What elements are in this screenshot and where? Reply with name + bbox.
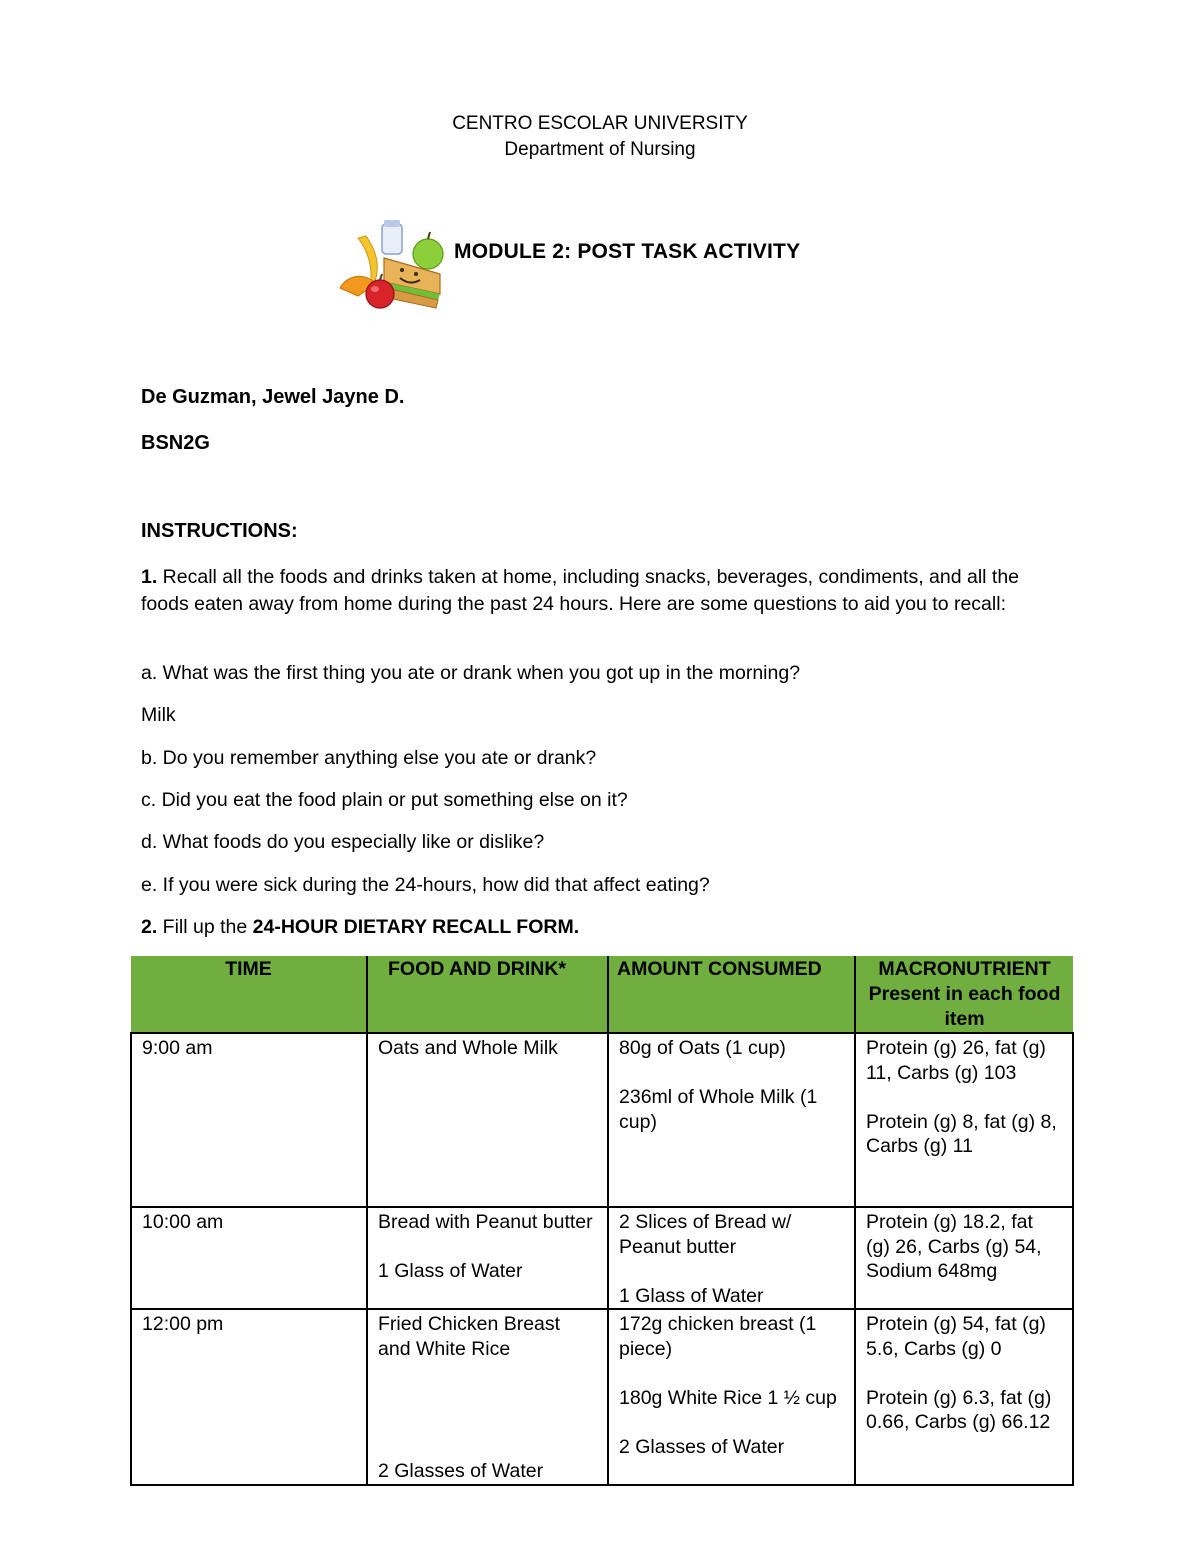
item-text: Fill up the — [157, 916, 253, 938]
table-row — [131, 1033, 1073, 1207]
food-value: 2 Glasses of Water — [378, 1460, 544, 1482]
instructions-heading: INSTRUCTIONS: — [141, 520, 298, 542]
food-value: Oats and Whole Milk — [378, 1037, 558, 1059]
table-header-row — [131, 956, 1073, 1033]
amount-value: 1 Glass of Water — [619, 1284, 764, 1307]
amount-value: 236ml of Whole Milk (1 cup) — [619, 1086, 818, 1133]
time-value: 12:00 pm — [142, 1313, 224, 1335]
instruction-item-1 — [141, 564, 1061, 618]
form-name: 24-HOUR DIETARY RECALL FORM. — [252, 916, 580, 938]
cell-time — [131, 1309, 367, 1485]
item-text: Recall all the foods and drinks taken at home, including snacks, beverages, condiments, and all the foods eaten away from home during the past 24 hours. Here are some questions to aid you to recall: — [141, 566, 1020, 615]
food-basket-icon — [336, 218, 448, 313]
item-number: 1. — [141, 566, 158, 588]
header-time: TIME — [131, 956, 367, 1033]
amount-value: 2 Glasses of Water — [619, 1435, 785, 1458]
student-section: BSN2G — [141, 432, 210, 454]
cell-amount — [608, 1207, 855, 1309]
department-name: Department of Nursing — [504, 139, 696, 160]
module-title: MODULE 2: POST TASK ACTIVITY — [454, 240, 801, 263]
time-value: 10:00 am — [142, 1211, 224, 1233]
cell-macronutrient — [855, 1207, 1073, 1309]
amount-value: 180g White Rice 1 ½ cup — [619, 1386, 837, 1409]
cell-amount — [608, 1033, 855, 1207]
student-name: De Guzman, Jewel Jayne D. — [141, 386, 405, 408]
cell-amount — [608, 1309, 855, 1485]
cell-food — [367, 1207, 608, 1309]
question-e: e. If you were sick during the 24-hours, how did that affect eating? — [141, 874, 710, 896]
macro-value: Protein (g) 6.3, fat (g) 0.66, Carbs (g) 66.12 — [866, 1386, 1052, 1433]
item-number: 2. — [141, 916, 158, 938]
table-row — [131, 1309, 1073, 1485]
university-name: CENTRO ESCOLAR UNIVERSITY — [452, 113, 748, 134]
cell-time — [131, 1207, 367, 1309]
amount-value: 80g of Oats (1 cup) — [619, 1037, 786, 1059]
food-value: Bread with Peanut butter — [378, 1211, 593, 1233]
macro-value: Protein (g) 18.2, fat (g) 26, Carbs (g) 54, Sodium 648mg — [866, 1211, 1042, 1282]
food-value: Fried Chicken Breast and White Rice — [378, 1313, 561, 1360]
header-macronutrient: MACRONUTRIENT Present in each food item — [855, 956, 1073, 1033]
table-row — [131, 1207, 1073, 1309]
food-value: 1 Glass of Water — [378, 1260, 523, 1282]
macro-value: Protein (g) 26, fat (g) 11, Carbs (g) 103 — [866, 1037, 1046, 1084]
amount-value: 172g chicken breast (1 piece) — [619, 1313, 817, 1360]
cell-macronutrient — [855, 1033, 1073, 1207]
question-c: c. Did you eat the food plain or put something else on it? — [141, 789, 628, 811]
dietary-recall-table — [130, 956, 1074, 1486]
amount-value: 2 Slices of Bread w/ Peanut butter — [619, 1211, 792, 1258]
question-b: b. Do you remember anything else you ate or drank? — [141, 747, 597, 769]
cell-food — [367, 1309, 608, 1485]
macro-value: Protein (g) 54, fat (g) 5.6, Carbs (g) 0 — [866, 1313, 1046, 1360]
header-amount: AMOUNT CONSUMED — [608, 956, 855, 1033]
macro-value: Protein (g) 8, fat (g) 8, Carbs (g) 11 — [866, 1110, 1057, 1157]
question-d: d. What foods do you especially like or dislike? — [141, 831, 545, 853]
instruction-item-2 — [141, 914, 1061, 941]
module-banner — [336, 218, 856, 313]
cell-macronutrient — [855, 1309, 1073, 1485]
answer-a: Milk — [141, 704, 176, 726]
question-a: a. What was the first thing you ate or drank when you got up in the morning? — [141, 662, 801, 684]
header-food: FOOD AND DRINK* — [367, 956, 608, 1033]
cell-time — [131, 1033, 367, 1207]
time-value: 9:00 am — [142, 1037, 213, 1059]
cell-food — [367, 1033, 608, 1207]
